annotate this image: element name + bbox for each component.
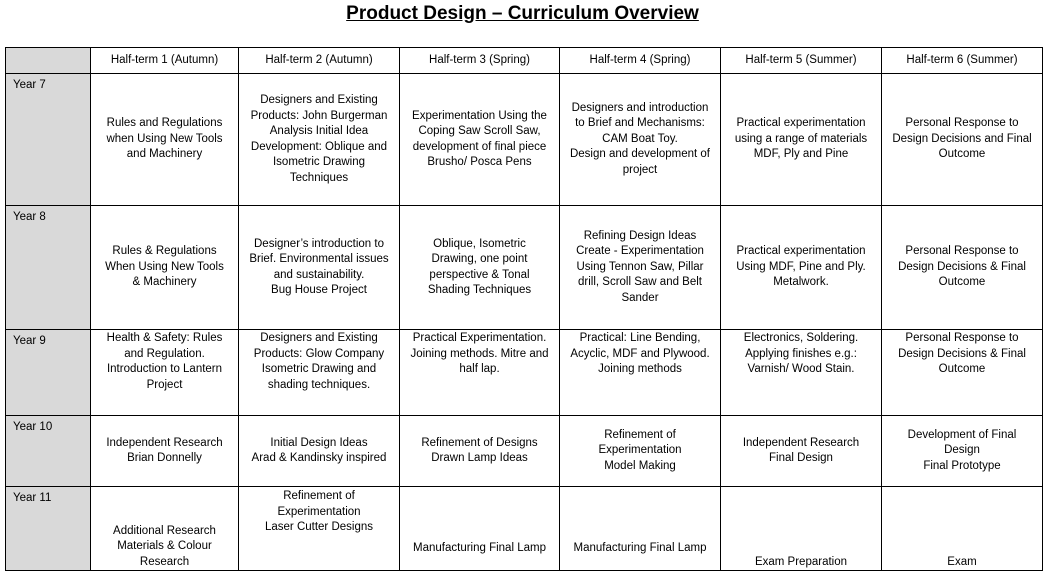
header-row: [6, 48, 1043, 74]
table-cell: Development of Final Design Final Prototype: [882, 416, 1043, 487]
table-cell: Practical: Line Bending, Acyclic, MDF and Plywood. Joining methods: [560, 330, 721, 416]
column-header: Half-term 4 (Spring): [560, 48, 721, 74]
column-header: Half-term 1 (Autumn): [91, 48, 239, 74]
table-cell: Refinement of Designs Drawn Lamp Ideas: [400, 416, 560, 487]
table-row: [6, 416, 1043, 487]
year-label: Year 10: [6, 416, 91, 487]
table-row: [6, 330, 1043, 416]
table-cell: Electronics, Soldering. Applying finishes e.g.: Varnish/ Wood Stain.: [721, 330, 882, 416]
year-label: Year 8: [6, 206, 91, 330]
table-cell: Personal Response to Design Decisions & Final Outcome: [882, 206, 1043, 330]
table-cell: Refining Design Ideas Create - Experimentation Using Tennon Saw, Pillar drill, Scroll Saw and Belt Sander: [560, 206, 721, 330]
table-cell: Designers and Existing Products: Glow Company Isometric Drawing and shading techniques.: [239, 330, 400, 416]
table-cell: Independent Research Brian Donnelly: [91, 416, 239, 487]
table-cell: Practical experimentation using a range of materials MDF, Ply and Pine: [721, 74, 882, 206]
table-cell: Rules & Regulations When Using New Tools & Machinery: [91, 206, 239, 330]
table-cell: Manufacturing Final Lamp: [400, 487, 560, 571]
table-cell: Additional Research Materials & Colour Research: [91, 487, 239, 571]
table-cell: Designers and introduction to Brief and Mechanisms: CAM Boat Toy. Design and development of project: [560, 74, 721, 206]
table-cell: Experimentation Using the Coping Saw Scroll Saw, development of final piece Brusho/ Posca Pens: [400, 74, 560, 206]
table-cell: Manufacturing Final Lamp: [560, 487, 721, 571]
year-label: Year 9: [6, 330, 91, 416]
table-cell: Independent Research Final Design: [721, 416, 882, 487]
table-cell: Practical experimentation Using MDF, Pine and Ply. Metalwork.: [721, 206, 882, 330]
table-cell: Personal Response to Design Decisions & Final Outcome: [882, 330, 1043, 416]
table-cell: Designers and Existing Products: John Burgerman Analysis Initial Idea Development: Oblique and Isometric Drawing Techniques: [239, 74, 400, 206]
table-cell: Exam: [882, 487, 1043, 571]
table-cell: Refinement of Experimentation Laser Cutter Designs: [239, 487, 400, 571]
column-header: Half-term 3 (Spring): [400, 48, 560, 74]
table-row: [6, 74, 1043, 206]
table-cell: Initial Design Ideas Arad & Kandinsky inspired: [239, 416, 400, 487]
table-cell: Designer’s introduction to Brief. Environmental issues and sustainability. Bug House Project: [239, 206, 400, 330]
year-label: Year 7: [6, 74, 91, 206]
column-header: Half-term 5 (Summer): [721, 48, 882, 74]
table-cell: Practical Experimentation. Joining methods. Mitre and half lap.: [400, 330, 560, 416]
table-row: [6, 487, 1043, 571]
column-header: Half-term 6 (Summer): [882, 48, 1043, 74]
corner-cell: [6, 48, 91, 74]
table-cell: Exam Preparation: [721, 487, 882, 571]
table-cell: Personal Response to Design Decisions and Final Outcome: [882, 74, 1043, 206]
table-cell: Oblique, Isometric Drawing, one point perspective & Tonal Shading Techniques: [400, 206, 560, 330]
year-label: Year 11: [6, 487, 91, 571]
table-row: [6, 206, 1043, 330]
page-title: Product Design – Curriculum Overview: [346, 3, 699, 24]
table-cell: Refinement of Experimentation Model Making: [560, 416, 721, 487]
curriculum-table: [5, 47, 1043, 571]
table-cell: Rules and Regulations when Using New Tools and Machinery: [91, 74, 239, 206]
column-header: Half-term 2 (Autumn): [239, 48, 400, 74]
table-cell: Health & Safety: Rules and Regulation. Introduction to Lantern Project: [91, 330, 239, 416]
